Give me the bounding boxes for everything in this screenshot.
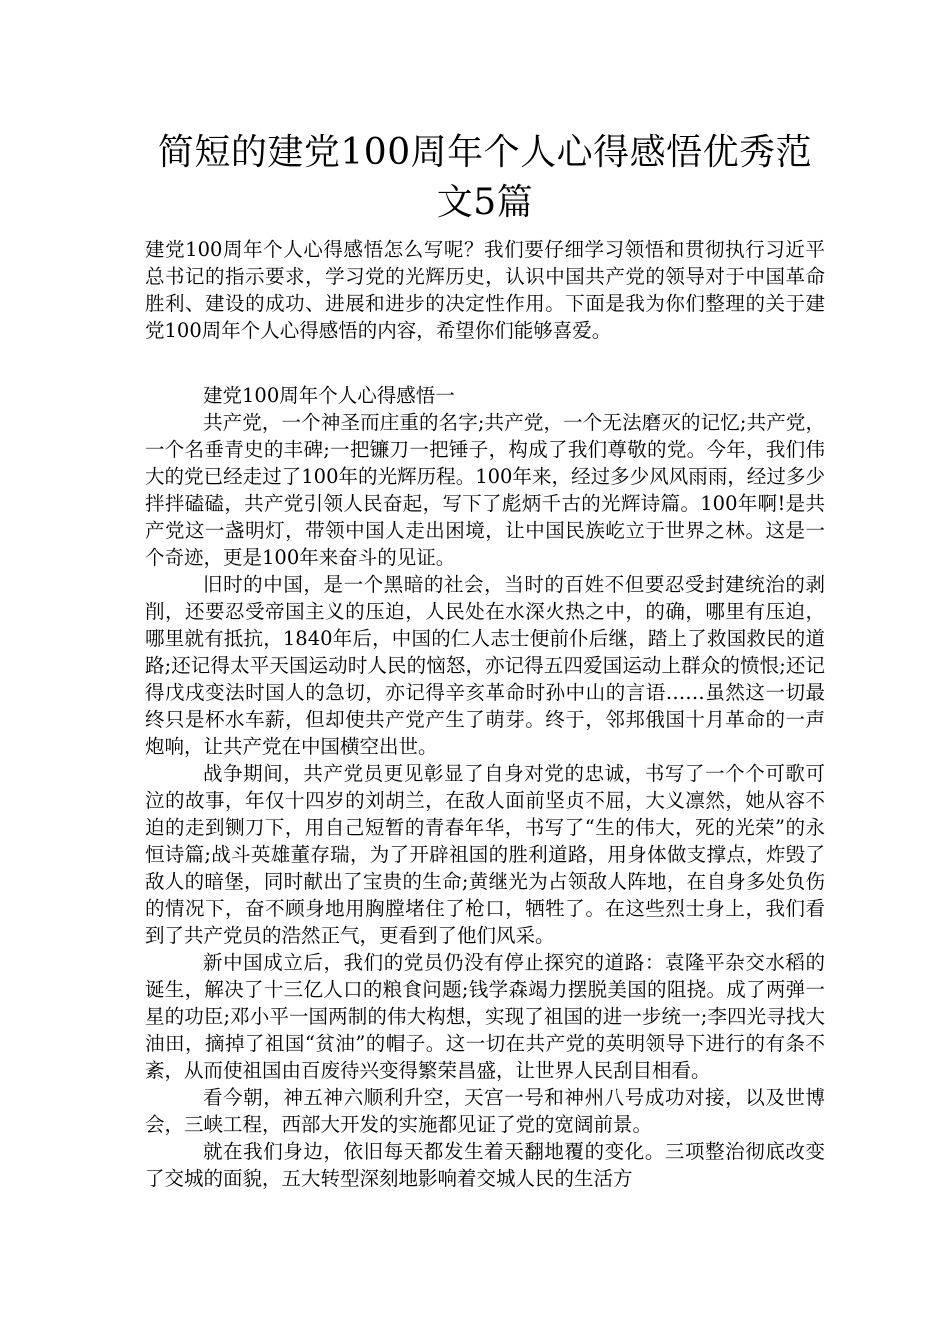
intro-paragraph: 建党100周年个人心得感悟怎么写呢？我们要仔细学习领悟和贯彻执行习近平总书记的指示要求，学习党的光辉历史，认识中国共产党的领导对于中国革命胜利、建设的成功、进展和进步的决定性作用。下面是我为你们整理的关于建党100周年个人心得感悟的内容，希望你们能够喜爱。 xyxy=(145,238,825,342)
body-paragraph-1: 共产党，一个神圣而庄重的名字;共产党，一个无法磨灭的记忆;共产党，一个名垂青史的丰碑;一把镰刀一把锤子，构成了我们尊敬的党。今年，我们伟大的党已经走过了100年的光辉历程。100年来，经过多少风风雨雨，经过多少拌拌磕磕，共产党引领人民奋起，写下了彪炳千古的光辉诗篇。100年啊!是共产党这一盏明灯，带领中国人走出困境，让中国民族屹立于世界之林。这是一个奇迹，更是100年来奋斗的见证。 xyxy=(145,411,825,569)
body-paragraph-6: 就在我们身边，依旧每天都发生着天翻地覆的变化。三项整治彻底改变了交城的面貌，五大转型深刻地影响着交城人民的生活方 xyxy=(145,1140,825,1190)
document-page xyxy=(145,128,825,1192)
document-title xyxy=(145,128,825,228)
section-heading: 建党100周年个人心得感悟一 xyxy=(203,384,455,407)
document-title-line-1: 简短的建党100周年个人心得感悟优秀范 xyxy=(157,132,813,173)
document-title-line-2: 文5篇 xyxy=(436,182,534,223)
body-paragraph-5: 看今朝，神五神六顺利升空，天宫一号和神州八号成功对接，以及世博会，三峡工程，西部大开发的实施都见证了党的宽阔前景。 xyxy=(145,1086,825,1136)
body-paragraph-2: 旧时的中国，是一个黑暗的社会，当时的百姓不但要忍受封建统治的剥削，还要忍受帝国主义的压迫，人民处在水深火热之中，的确，哪里有压迫，哪里就有抵抗，1840年后，中国的仁人志士便前仆后继，踏上了救国救民的道路;还记得太平天国运动时人民的恼怒，亦记得五四爱国运动上群众的愤恨;还记得戊戌变法时国人的急切，亦记得辛亥革命时孙中山的言语……虽然这一切最终只是杯水车薪，但却使共产党产生了萌芽。终于，邻邦俄国十月革命的一声炮响，让共产党在中国横空出世。 xyxy=(145,573,825,758)
body-paragraph-4: 新中国成立后，我们的党员仍没有停止探究的道路：袁隆平杂交水稻的诞生，解决了十三亿人口的粮食问题;钱学森竭力摆脱美国的阻挠。成了两弹一星的功臣;邓小平一国两制的伟大构想，实现了祖国的进一步统一;李四光寻找大油田，摘掉了祖国“贫油”的帽子。这一切在共产党的英明领导下进行的有条不紊，从而使祖国由百废待兴变得繁荣昌盛，让世界人民刮目相看。 xyxy=(145,951,825,1082)
body-paragraph-3: 战争期间，共产党员更见彰显了自身对党的忠诚，书写了一个个可歌可泣的故事，年仅十四岁的刘胡兰，在敌人面前坚贞不屈，大义凛然，她从容不迫的走到铡刀下，用自己短暂的青春年华，书写了“生的伟大，死的光荣”的永恒诗篇;战斗英雄董存瑞，为了开辟祖国的胜利道路，用身体做支撑点，炸毁了敌人的暗堡，同时献出了宝贵的生命;黄继光为占领敌人阵地，在自身多处负伤的情况下，奋不顾身地用胸膛堵住了枪口，牺牲了。在这些烈士身上，我们看到了共产党员的浩然正气，更看到了他们风采。 xyxy=(145,762,825,947)
